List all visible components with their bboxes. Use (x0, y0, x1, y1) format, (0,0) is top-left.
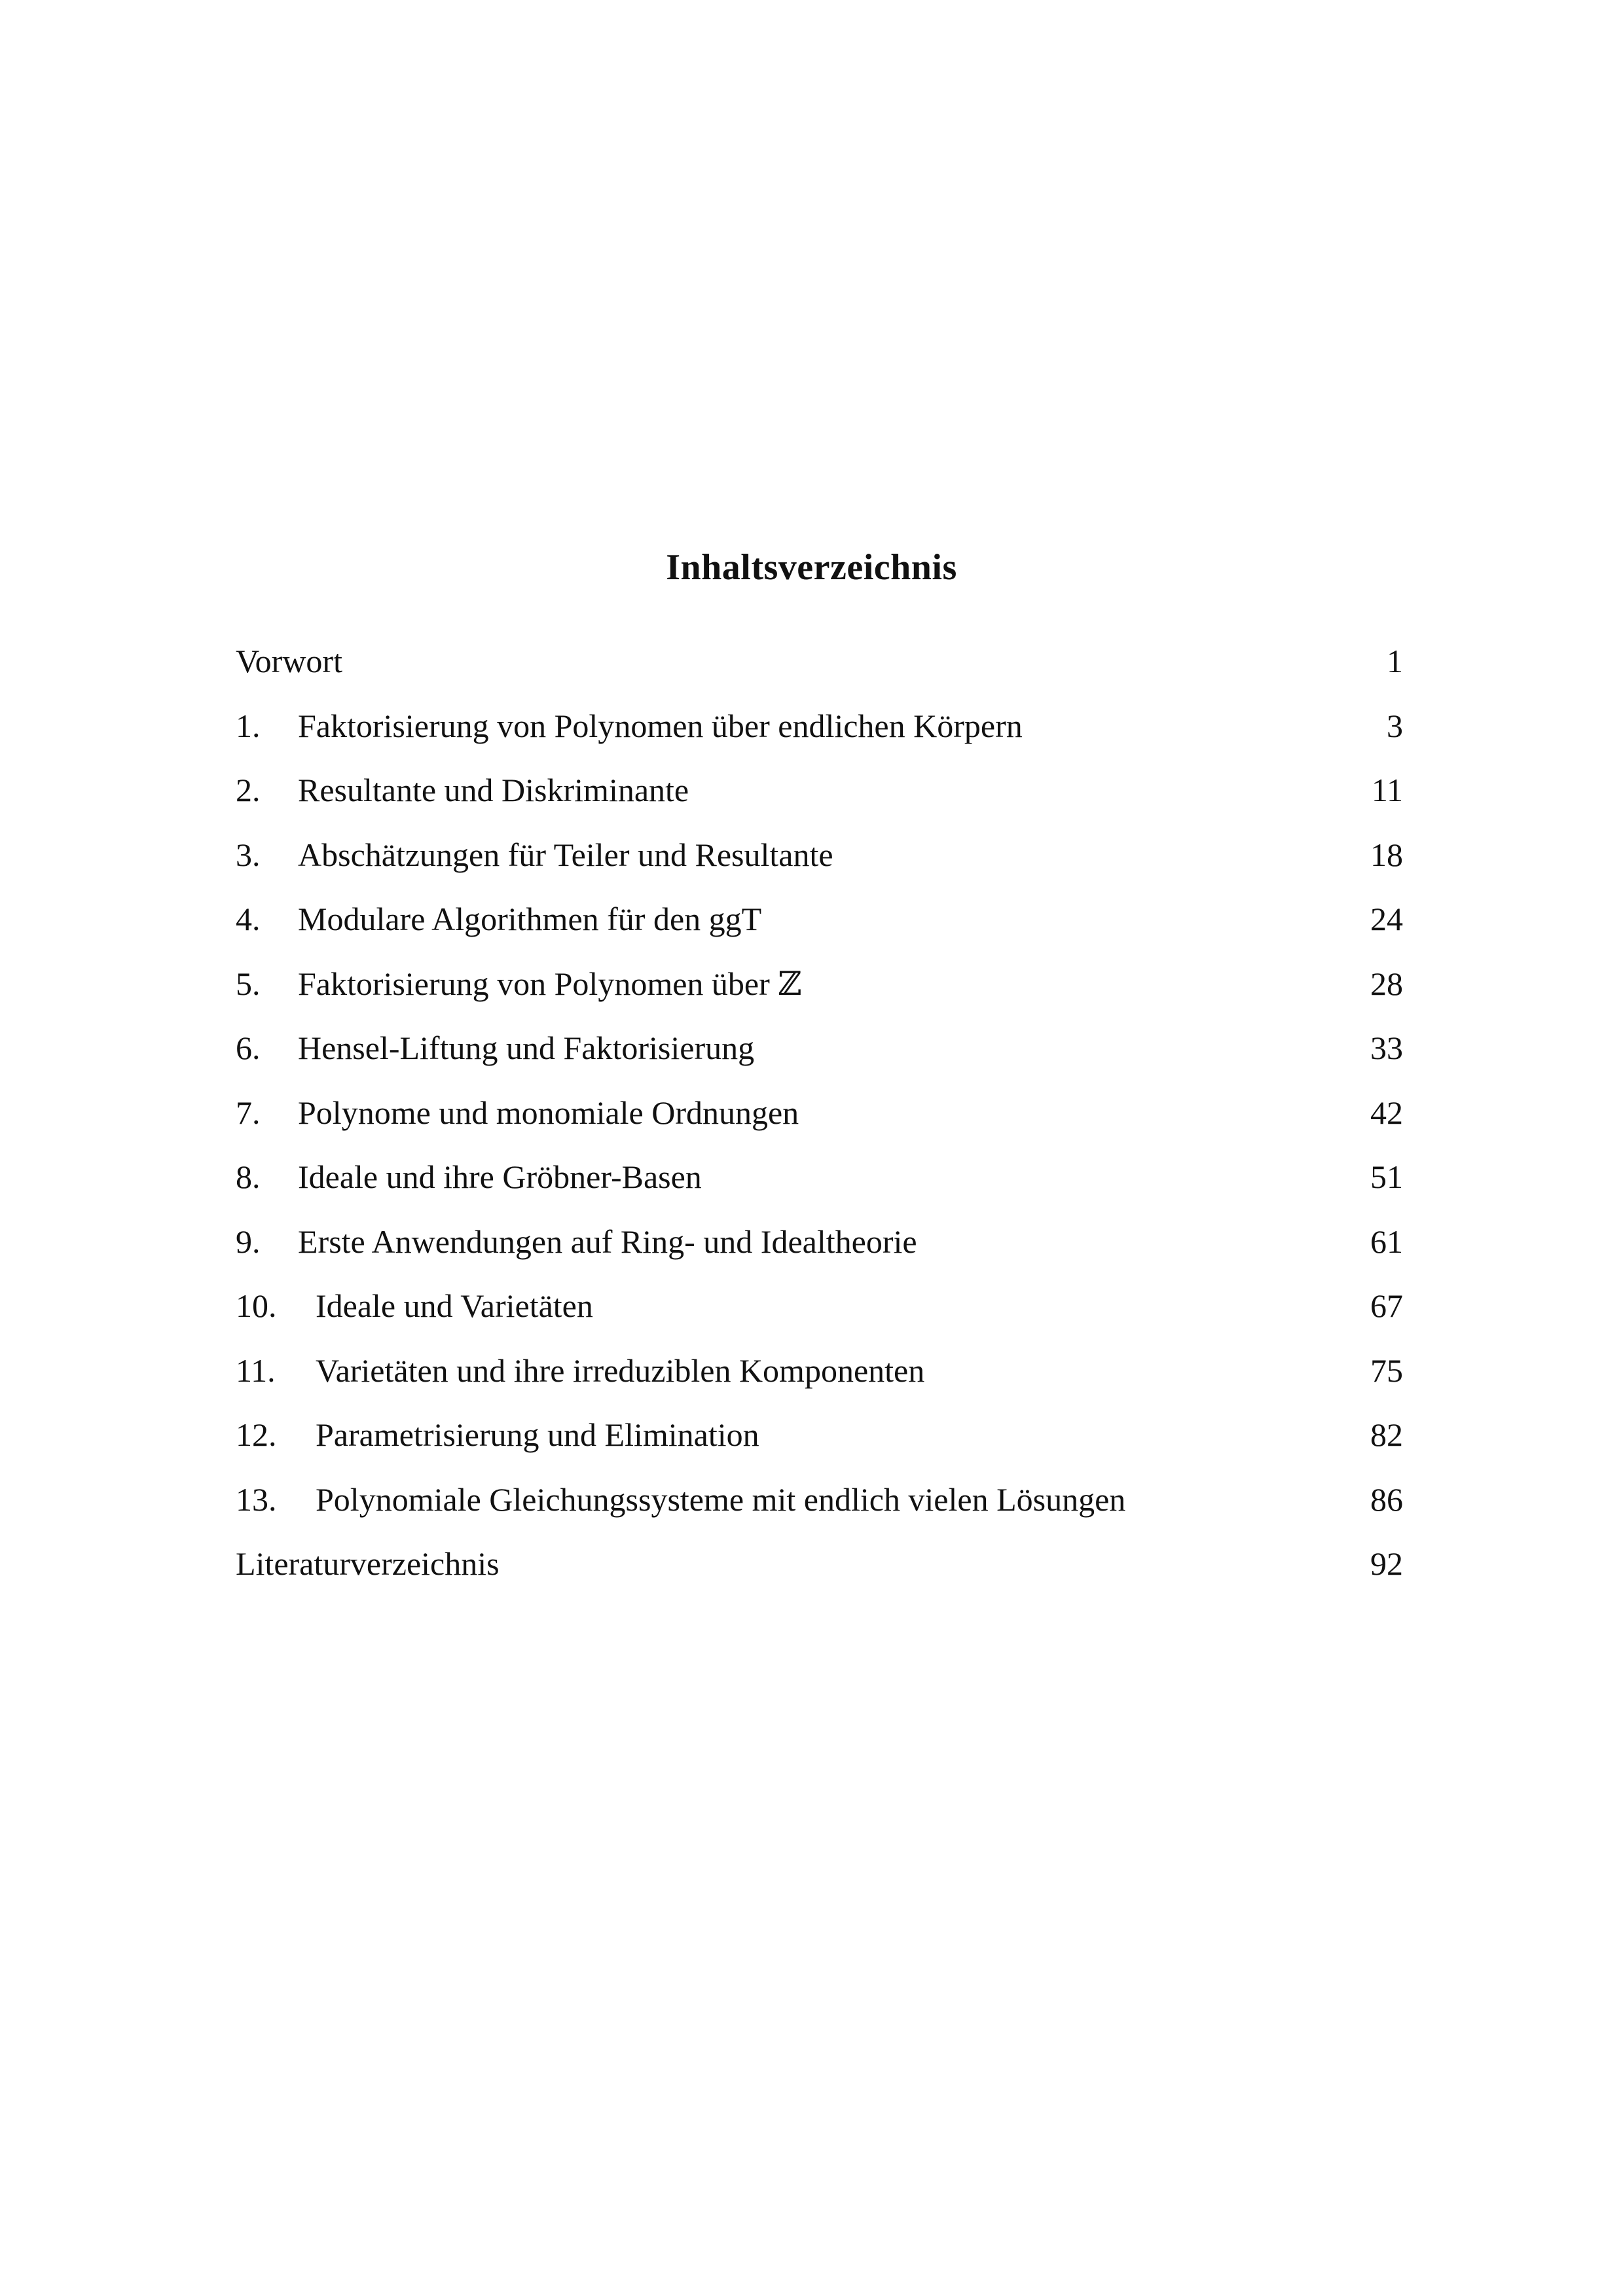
toc-entry-number: 13. (236, 1480, 277, 1518)
toc-entry-page: 3 (1387, 707, 1403, 744)
toc-entry-chapter-10[interactable] (236, 1286, 1403, 1351)
toc-entry-page: 28 (1370, 965, 1403, 1002)
toc-entry-vorwort[interactable] (236, 641, 1403, 706)
toc-entry-literaturverzeichnis[interactable] (236, 1544, 1403, 1609)
toc-entry-chapter-13[interactable] (236, 1480, 1403, 1545)
toc-entry-page: 33 (1370, 1030, 1403, 1066)
toc-entry-page: 11 (1371, 772, 1403, 808)
toc-entry-page: 24 (1370, 901, 1403, 937)
toc-entry-title: Literaturverzeichnis (236, 1545, 500, 1582)
toc-entry-page: 1 (1387, 643, 1403, 679)
toc-entry-chapter-8[interactable] (236, 1157, 1403, 1222)
toc-entry-title: Abschätzungen für Teiler und Resultante (298, 836, 833, 873)
toc-entry-number: 7. (236, 1094, 261, 1131)
toc-entry-number: 11. (236, 1352, 276, 1389)
toc-entry-chapter-12[interactable] (236, 1415, 1403, 1480)
toc-entry-number: 5. (236, 965, 261, 1002)
toc-entry-number: 12. (236, 1416, 277, 1453)
toc-entry-page: 75 (1370, 1352, 1403, 1389)
toc-entry-chapter-11[interactable] (236, 1351, 1403, 1416)
toc-entry-title: Faktorisierung von Polynomen über ℤ (298, 965, 802, 1002)
toc-entry-title: Parametrisierung und Elimination (316, 1416, 759, 1453)
toc-entry-title: Hensel-Liftung und Faktorisierung (298, 1030, 755, 1066)
toc-entry-number: 9. (236, 1223, 261, 1260)
toc-entry-number: 6. (236, 1030, 261, 1066)
toc-entry-chapter-3[interactable] (236, 835, 1403, 900)
toc-entry-title: Faktorisierung von Polynomen über endlichen Körpern (298, 707, 1023, 744)
toc-entry-page: 42 (1370, 1094, 1403, 1131)
toc-entry-page: 67 (1370, 1287, 1403, 1324)
toc-entry-number: 10. (236, 1287, 277, 1324)
toc-entry-page: 92 (1370, 1545, 1403, 1582)
toc-entry-chapter-5[interactable] (236, 964, 1403, 1029)
toc-entry-number: 4. (236, 901, 261, 937)
toc-entry-title: Ideale und Varietäten (316, 1287, 593, 1324)
toc-entry-chapter-7[interactable] (236, 1093, 1403, 1158)
toc-entry-number: 1. (236, 707, 261, 744)
toc-entry-number: 3. (236, 836, 261, 873)
toc-entry-title: Vorwort (236, 643, 342, 679)
toc-entry-number: 2. (236, 772, 261, 808)
toc-entry-page: 82 (1370, 1416, 1403, 1453)
toc-entry-page: 51 (1370, 1158, 1403, 1195)
toc-entry-chapter-1[interactable] (236, 706, 1403, 771)
toc-entry-chapter-9[interactable] (236, 1222, 1403, 1287)
toc-entry-number: 8. (236, 1158, 261, 1195)
table-of-contents (236, 641, 1403, 1609)
toc-entry-title: Modulare Algorithmen für den ggT (298, 901, 762, 937)
toc-entry-page: 86 (1370, 1480, 1403, 1518)
toc-entry-page: 18 (1370, 836, 1403, 873)
toc-entry-chapter-4[interactable] (236, 899, 1403, 964)
toc-entry-title: Erste Anwendungen auf Ring- und Idealtheorie (298, 1223, 917, 1260)
toc-entry-title: Polynomiale Gleichungssysteme mit endlich vielen Lösungen (316, 1480, 1126, 1518)
toc-entry-title: Varietäten und ihre irreduziblen Komponenten (316, 1352, 925, 1389)
toc-entry-page: 61 (1370, 1223, 1403, 1260)
toc-entry-chapter-2[interactable] (236, 770, 1403, 835)
toc-entry-title: Ideale und ihre Gröbner-Basen (298, 1158, 702, 1195)
toc-entry-chapter-6[interactable] (236, 1028, 1403, 1093)
page-title: Inhaltsverzeichnis (666, 547, 957, 588)
toc-entry-title: Polynome und monomiale Ordnungen (298, 1094, 799, 1131)
toc-entry-title: Resultante und Diskriminante (298, 772, 689, 808)
